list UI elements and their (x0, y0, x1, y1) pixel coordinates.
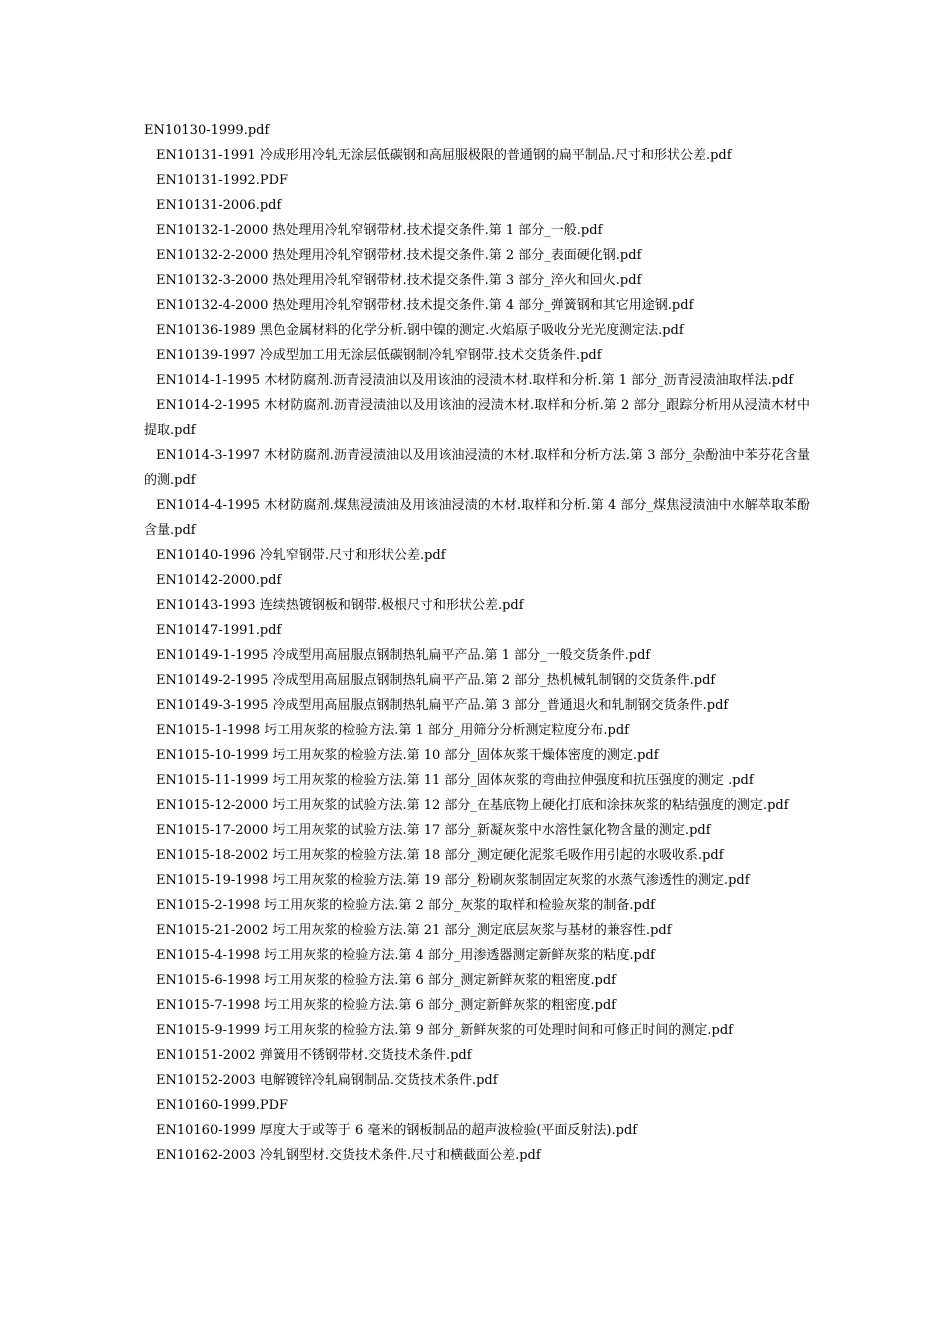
file-entry: EN10132-3-2000 热处理用冷轧窄钢带材.技术提交条件.第 3 部分_淬火和回火.pdf (156, 273, 642, 288)
file-entry: EN1015-18-2002 圬工用灰浆的检验方法.第 18 部分_测定硬化泥浆毛吸作用引起的水吸收系.pdf (156, 848, 724, 863)
file-entry: EN1015-4-1998 圬工用灰浆的检验方法.第 4 部分_用渗透器测定新鲜灰浆的粘度.pdf (156, 948, 655, 963)
file-entry: EN10152-2003 电解镀锌冷轧扁钢制品.交货技术条件.pdf (156, 1073, 498, 1088)
file-entry: EN10139-1997 冷成型加工用无涂层低碳钢制冷轧窄钢带.技术交货条件.pdf (156, 348, 602, 363)
file-entry: EN10132-2-2000 热处理用冷轧窄钢带材.技术提交条件.第 2 部分_表面硬化钢.pdf (156, 248, 642, 263)
file-entry: EN10130-1999.pdf (144, 123, 270, 138)
file-entry: EN10132-4-2000 热处理用冷轧窄钢带材.技术提交条件.第 4 部分_弹簧钢和其它用途钢.pdf (156, 298, 694, 313)
file-entry: EN10131-2006.pdf (156, 198, 282, 213)
file-entry: EN1015-2-1998 圬工用灰浆的检验方法.第 2 部分_灰浆的取样和检验灰浆的制备.pdf (156, 898, 655, 913)
file-entry: EN1015-10-1999 圬工用灰浆的检验方法.第 10 部分_固体灰浆干燥体密度的测定.pdf (156, 748, 659, 763)
file-entry: EN10140-1996 冷轧窄钢带.尺寸和形状公差.pdf (156, 548, 446, 563)
file-entry: EN10142-2000.pdf (156, 573, 282, 588)
file-entry: EN10162-2003 冷轧钢型材.交货技术条件.尺寸和横截面公差.pdf (156, 1148, 541, 1163)
file-entry: EN10143-1993 连续热镀钢板和钢带.极根尺寸和形状公差.pdf (156, 598, 524, 613)
file-entry: EN10160-1999 厚度大于或等于 6 毫米的钢板制品的超声波检验(平面反射法).pdf (156, 1123, 638, 1138)
document-body (144, 118, 810, 1168)
file-entry: EN1015-17-2000 圬工用灰浆的试验方法.第 17 部分_新凝灰浆中水溶性氯化物含量的测定.pdf (156, 823, 711, 838)
file-entry: EN1015-19-1998 圬工用灰浆的检验方法.第 19 部分_粉刷灰浆制固定灰浆的水蒸气渗透性的测定.pdf (156, 873, 750, 888)
file-entry: EN1014-3-1997 木材防腐剂.沥青浸渍油以及用该油浸渍的木材.取样和分析方法.第 3 部分_杂酚油中苯芬花含量的测.pdf (144, 448, 810, 488)
file-entry: EN1015-12-2000 圬工用灰浆的试验方法.第 12 部分_在基底物上硬化打底和涂抹灰浆的粘结强度的测定.pdf (156, 798, 789, 813)
file-entry: EN1014-2-1995 木材防腐剂.沥青浸渍油以及用该油的浸渍木材.取样和分析.第 2 部分_跟踪分析用从浸渍木材中提取.pdf (144, 398, 810, 438)
file-entry: EN10132-1-2000 热处理用冷轧窄钢带材.技术提交条件.第 1 部分_一般.pdf (156, 223, 603, 238)
file-entry: EN1015-21-2002 圬工用灰浆的检验方法.第 21 部分_测定底层灰浆与基材的兼容性.pdf (156, 923, 672, 938)
file-entry: EN1014-4-1995 木材防腐剂.煤焦浸渍油及用该油浸渍的木材.取样和分析.第 4 部分_煤焦浸渍油中水解萃取苯酚含量.pdf (144, 498, 810, 538)
file-entry: EN10149-3-1995 冷成型用高屈服点钢制热轧扁平产品.第 3 部分_普通退火和轧制钢交货条件.pdf (156, 698, 729, 713)
file-entry: EN10147-1991.pdf (156, 623, 282, 638)
file-entry: EN1015-6-1998 圬工用灰浆的检验方法.第 6 部分_测定新鲜灰浆的粗密度.pdf (156, 973, 616, 988)
file-entry: EN1015-9-1999 圬工用灰浆的检验方法.第 9 部分_新鲜灰浆的可处理时间和可修正时间的测定.pdf (156, 1023, 733, 1038)
file-entry: EN1015-7-1998 圬工用灰浆的检验方法.第 6 部分_测定新鲜灰浆的粗密度.pdf (156, 998, 616, 1013)
file-entry: EN10151-2002 弹簧用不锈钢带材.交货技术条件.pdf (156, 1048, 472, 1063)
file-entry: EN1015-1-1998 圬工用灰浆的检验方法.第 1 部分_用筛分分析测定粒度分布.pdf (156, 723, 629, 738)
file-entry: EN1015-11-1999 圬工用灰浆的检验方法.第 11 部分_固体灰浆的弯曲拉伸强度和抗压强度的测定 .pdf (156, 773, 754, 788)
file-entry: EN10149-2-1995 冷成型用高屈服点钢制热轧扁平产品.第 2 部分_热机械轧制钢的交货条件.pdf (156, 673, 716, 688)
file-entry: EN10160-1999.PDF (156, 1098, 289, 1113)
file-entry: EN10131-1992.PDF (156, 173, 289, 188)
file-entry: EN10136-1989 黑色金属材料的化学分析.钢中镍的测定.火焰原子吸收分光光度测定法.pdf (156, 323, 684, 338)
file-entry: EN10131-1991 冷成形用冷轧无涂层低碳钢和高屈服极限的普通钢的扁平制品.尺寸和形状公差.pdf (156, 148, 732, 163)
file-entry: EN10149-1-1995 冷成型用高屈服点钢制热轧扁平产品.第 1 部分_一般交货条件.pdf (156, 648, 651, 663)
file-entry: EN1014-1-1995 木材防腐剂.沥青浸渍油以及用该油的浸渍木材.取样和分析.第 1 部分_沥青浸渍油取样法.pdf (156, 373, 794, 388)
